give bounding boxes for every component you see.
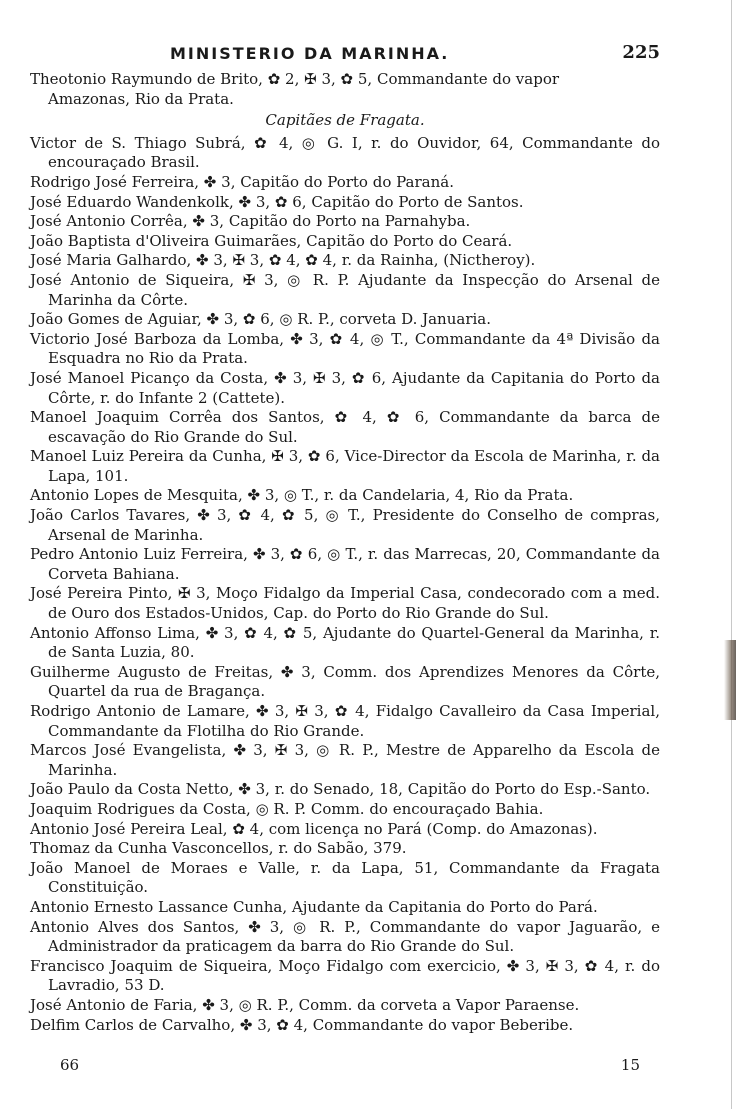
officer-entry: Antonio Lopes de Mesquita, ✤ 3, ◎ T., r. da Candelaria, 4, Rio da Prata.: [30, 486, 574, 505]
header-title: MINISTERIO DA MARINHA.: [170, 44, 450, 63]
officer-entry: João Carlos Tavares, ✤ 3, ✿ 4, ✿ 5, ◎ T., Presidente do Conselho de compras, Arsenal de Marinha.: [30, 506, 660, 544]
officer-entry: José Eduardo Wandenkolk, ✤ 3, ✿ 6, Capitão do Porto de Santos.: [30, 192, 524, 211]
officer-entry: Delfim Carlos de Carvalho, ✤ 3, ✿ 4, Commandante do vapor Beberibe.: [30, 1015, 574, 1034]
page-number: 225: [622, 42, 660, 63]
entry-list: [30, 70, 660, 1035]
officer-entry: Manoel Luiz Pereira da Cunha, ✠ 3, ✿ 6, Vice-Director da Escola de Marinha, r. da Lapa, 101.: [30, 447, 660, 485]
officer-entry: Joaquim Rodrigues da Costa, ◎ R. P. Comm. do encouraçado Bahia.: [30, 799, 544, 818]
officer-entry: Antonio Ernesto Lassance Cunha, Ajudante da Capitania do Porto do Pará.: [30, 897, 598, 916]
running-header: [30, 44, 660, 70]
binding-edge-shadow: [724, 640, 736, 720]
officer-entry: Antonio José Pereira Leal, ✿ 4, com licença no Pará (Comp. do Amazonas).: [30, 819, 598, 838]
officer-entry: José Antonio Corrêa, ✤ 3, Capitão do Porto na Parnahyba.: [30, 212, 471, 231]
intro-entry: [30, 70, 660, 109]
officer-entry: João Paulo da Costa Netto, ✤ 3, r. do Senado, 18, Capitão do Porto do Esp.-Santo.: [30, 780, 651, 799]
officer-entry: Thomaz da Cunha Vasconcellos, r. do Sabão, 379.: [30, 839, 407, 858]
officer-entry: José Manoel Picanço da Costa, ✤ 3, ✠ 3, ✿ 6, Ajudante da Capitania do Porto da Côrte, r. do Infante 2 (Cattete).: [30, 368, 660, 407]
officer-entry: Rodrigo Antonio de Lamare, ✤ 3, ✠ 3, ✿ 4, Fidalgo Cavalleiro da Casa Imperial, Commandante da Flotilha do Rio Grande.: [30, 702, 660, 740]
section-title: Capitães de Fragata.: [265, 111, 425, 130]
officer-entry: José Antonio de Siqueira, ✠ 3, ◎ R. P. Ajudante da Inspecção do Arsenal de Marinha da Côrte.: [30, 270, 660, 309]
intro-line: Theotonio Raymundo de Brito, ✿ 2, ✠ 3, ✿ 5, Commandante do vapor: [30, 70, 560, 88]
officer-entry: José Pereira Pinto, ✠ 3, Moço Fidalgo da Imperial Casa, condecorado com a med. de Ouro dos Estados-Unidos, Cap. do Porto do Rio Grande do Sul.: [30, 584, 660, 623]
officer-entry: Antonio Affonso Lima, ✤ 3, ✿ 4, ✿ 5, Ajudante do Quartel-General da Marinha, r. de Santa Luzia, 80.: [30, 623, 660, 662]
intro-line-cont: Amazonas, Rio da Prata.: [48, 89, 234, 108]
officer-entries: [30, 134, 660, 1035]
officer-entry: Antonio Alves dos Santos, ✤ 3, ◎ R. P., Commandante do vapor Jaguarão, e Administrador da praticagem da barra do Rio Grande do Sul.: [30, 917, 660, 956]
officer-entry: Francisco Joaquim de Siqueira, Moço Fidalgo com exercicio, ✤ 3, ✠ 3, ✿ 4, r. do Lavradio, 53 D.: [30, 956, 660, 995]
officer-entry: Pedro Antonio Luiz Ferreira, ✤ 3, ✿ 6, ◎ T., r. das Marrecas, 20, Commandante da Corveta Bahiana.: [30, 545, 660, 583]
officer-entry: João Gomes de Aguiar, ✤ 3, ✿ 6, ◎ R. P., corveta D. Januaria.: [30, 310, 492, 329]
page-footer: [60, 1056, 640, 1078]
officer-entry: Rodrigo José Ferreira, ✤ 3, Capitão do Porto do Paraná.: [30, 172, 454, 191]
officer-entry: João Manoel de Moraes e Valle, r. da Lapa, 51, Commandante da Fragata Constituição.: [30, 858, 660, 897]
signature-mark: 66: [60, 1056, 80, 1074]
officer-entry: Victorio José Barboza da Lomba, ✤ 3, ✿ 4, ◎ T., Commandante da 4ª Divisão da Esquadra no Rio da Prata.: [30, 329, 660, 368]
footer-number: 15: [620, 1056, 640, 1074]
officer-entry: Manoel Joaquim Corrêa dos Santos, ✿ 4, ✿ 6, Commandante da barca de escavação do Rio Grande do Sul.: [30, 408, 660, 446]
officer-entry: Marcos José Evangelista, ✤ 3, ✠ 3, ◎ R. P., Mestre de Apparelho da Escola de Marinha.: [30, 741, 660, 779]
officer-entry: José Maria Galhardo, ✤ 3, ✠ 3, ✿ 4, ✿ 4, r. da Rainha, (Nictheroy).: [30, 251, 536, 270]
page-edge-line: [731, 0, 732, 1109]
officer-entry: José Antonio de Faria, ✤ 3, ◎ R. P., Comm. da corveta a Vapor Paraense.: [30, 995, 580, 1014]
officer-entry: Guilherme Augusto de Freitas, ✤ 3, Comm. dos Aprendizes Menores da Côrte, Quartel da rua de Bragança.: [30, 662, 660, 701]
officer-entry: João Baptista d'Oliveira Guimarães, Capitão do Porto do Ceará.: [30, 231, 513, 250]
officer-entry: Victor de S. Thiago Subrá, ✿ 4, ◎ G. I, r. do Ouvidor, 64, Commandante do encouraçado Brasil.: [30, 133, 660, 172]
